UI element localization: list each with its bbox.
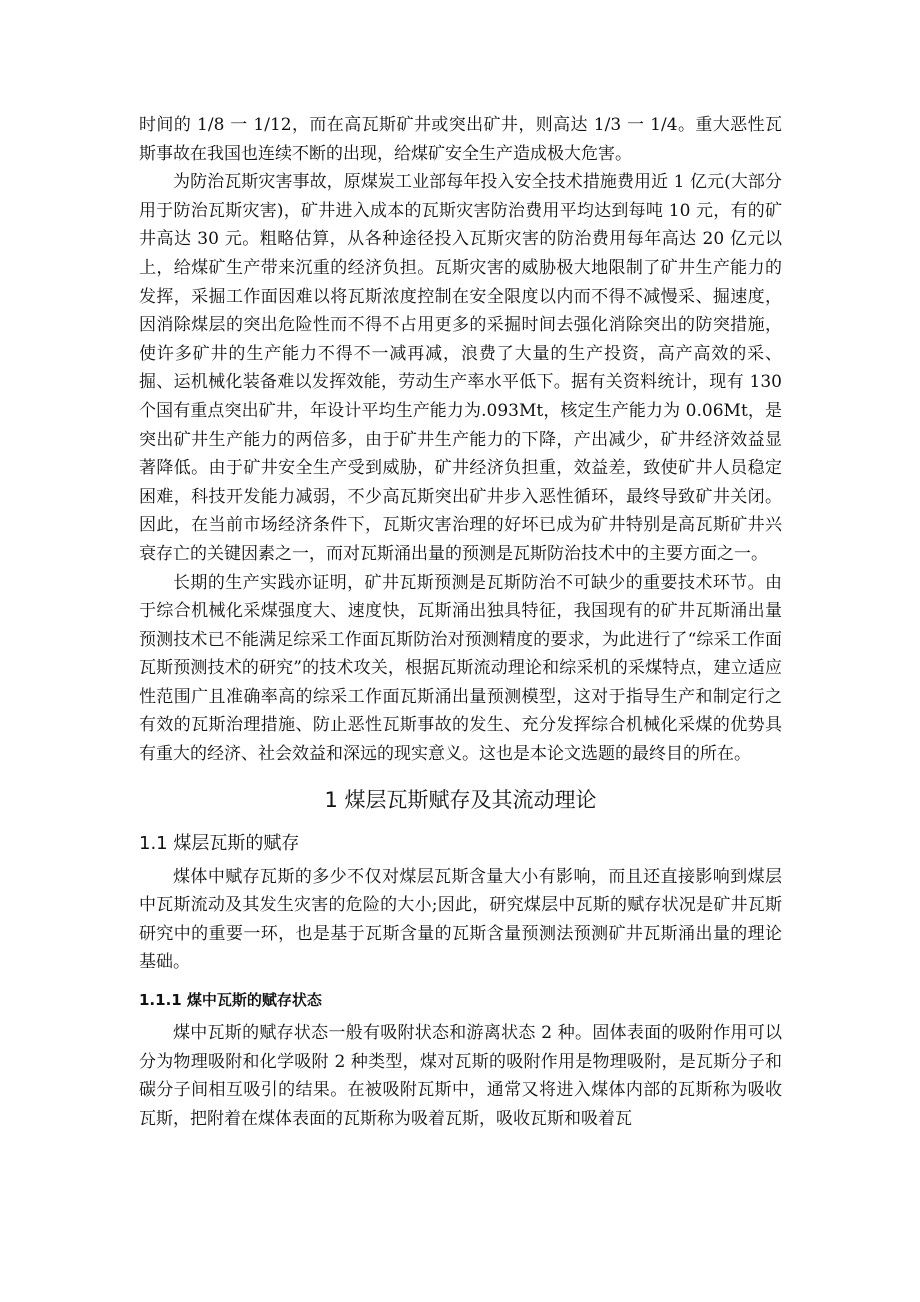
section-heading: 1.1 煤层瓦斯的赋存 <box>139 832 300 854</box>
paragraph: 为防治瓦斯灾害事故，原煤炭工业部每年投入安全技术措施费用近 1 亿元(大部分用于防治瓦斯灾害)，矿井进入成本的瓦斯灾害防治费用平均达到每吨 10 元，有的矿井高达 30 元。粗略估算，从各种途径投入瓦斯灾害的防治费用每年高达 20 亿元以上，给煤矿生产带来沉重的经济负担。瓦斯灾害的威胁极大地限制了矿井生产能力的发挥，采掘工作面因难以将瓦斯浓度控制在安全限度以内而不得不减慢采、掘速度，因消除煤层的突出危险性而不得不占用更多的采掘时间去强化消除突出的防突措施，使许多矿井的生产能力不得不一减再减，浪费了大量的生产投资，高产高效的采、掘、运机械化装备难以发挥效能，劳动生产率水平低下。据有关资料统计，现有 130 个国有重点突出矿井，年设计平均生产能力为.093Mt，核定生产能力为 0.06Mt，是突出矿井生产能力的两倍多，由于矿井生产能力的下降，产出减少，矿井经济效益显著降低。由于矿井安全生产受到威胁，矿井经济负担重，效益差，致使矿井人员稳定困难，科技开发能力减弱，不少高瓦斯突出矿井步入恶性循环，最终导致矿井关闭。因此，在当前市场经济条件下，瓦斯灾害治理的好坏已成为矿井特别是高瓦斯矿井兴衰存亡的关键因素之一，而对瓦斯涌出量的预测是瓦斯防治技术中的主要方面之一。 <box>139 172 782 564</box>
document-page <box>139 111 782 1133</box>
paragraph: 煤体中赋存瓦斯的多少不仅对煤层瓦斯含量大小有影响，而且还直接影响到煤层中瓦斯流动及其发生灾害的危险的大小;因此，研究煤层中瓦斯的赋存状况是矿井瓦斯研究中的重要一环，也是基于瓦斯含量的瓦斯含量预测法预测矿井瓦斯涌出量的理论基础。 <box>139 866 782 973</box>
paragraph: 时间的 1/8 一 1/12，而在高瓦斯矿井或突出矿井，则高达 1/3 一 1/4。重大恶性瓦斯事故在我国也连续不断的出现，给煤矿安全生产造成极大危害。 <box>139 115 782 164</box>
chapter-heading: 1 煤层瓦斯赋存及其流动理论 <box>324 787 597 812</box>
paragraph: 煤中瓦斯的赋存状态一般有吸附状态和游离状态 2 种。固体表面的吸附作用可以分为物理吸附和化学吸附 2 种类型，煤对瓦斯的吸附作用是物理吸附，是瓦斯分子和碳分子间相互吸引的结果。在被吸附瓦斯中，通常又将进入煤体内部的瓦斯称为吸收瓦斯，把附着在煤体表面的瓦斯称为吸着瓦斯，吸收瓦斯和吸着瓦 <box>139 1023 782 1129</box>
subsection-heading: 1.1.1 煤中瓦斯的赋存状态 <box>139 991 322 1010</box>
paragraph: 长期的生产实践亦证明，矿井瓦斯预测是瓦斯防治不可缺少的重要技术环节。由于综合机械化采煤强度大、速度快，瓦斯涌出独具特征，我国现有的矿井瓦斯涌出量预测技术已不能满足综采工作面瓦斯防治对预测精度的要求，为此进行了“综采工作面瓦斯预测技术的研究”的技术攻关，根据瓦斯流动理论和综采机的采煤特点，建立适应性范围广且准确率高的综采工作面瓦斯涌出量预测模型，这对于指导生产和制定行之有效的瓦斯治理措施、防止恶性瓦斯事故的发生、充分发挥综合机械化采煤的优势具有重大的经济、社会效益和深远的现实意义。这也是本论文选题的最终目的所在。 <box>139 572 782 765</box>
